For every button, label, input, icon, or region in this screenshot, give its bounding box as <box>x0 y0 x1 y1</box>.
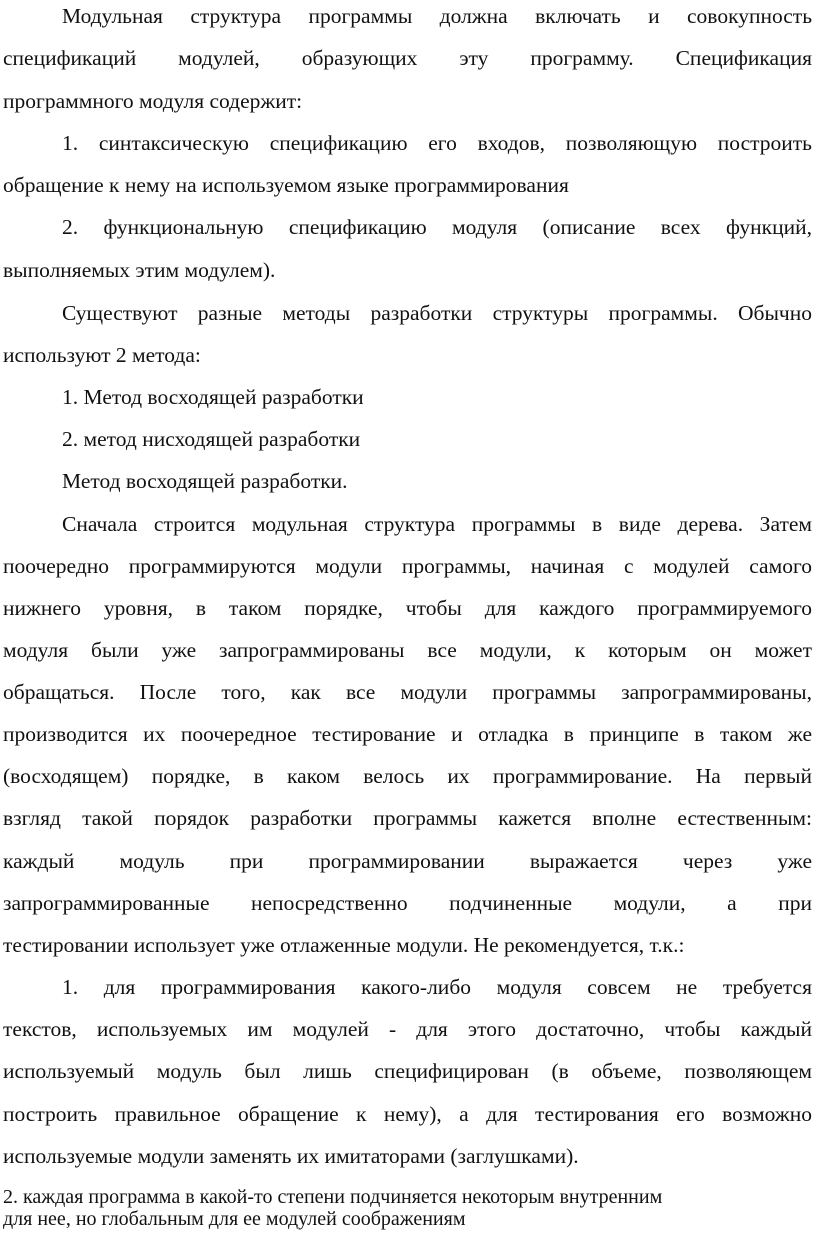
text-line: каждый модуль при программировании выражается через уже <box>3 849 812 873</box>
text-line: запрограммированные непосредственно подчиненные модули, а при <box>3 891 812 915</box>
text-line: производится их поочередное тестирование и отладка в принципе в таком же <box>3 722 812 746</box>
section-heading: Метод восходящей разработки. <box>62 469 348 493</box>
text-line: обращение к нему на используемом языке программирования <box>3 173 569 197</box>
text-line: для нее, но глобальным для ее модулей соображениям <box>3 1208 466 1230</box>
text-line: Существуют разные методы разработки структуры программы. Обычно <box>62 301 812 325</box>
text-line: 2. каждая программа в какой-то степени подчиняется некоторым внутренним <box>3 1186 663 1208</box>
text-line: 2. функциональную спецификацию модуля (описание всех функций, <box>62 215 812 239</box>
text-line: построить правильное обращение к нему), а для тестирования его возможно <box>3 1102 812 1126</box>
text-line: 1. синтаксическую спецификацию его входов, позволяющую построить <box>62 131 812 155</box>
text-line: нижнего уровня, в таком порядке, чтобы для каждого программируемого <box>3 596 812 620</box>
text-line: модуля были уже запрограммированы все модули, к которым он может <box>3 638 812 662</box>
text-line: тестировании использует уже отлаженные модули. Не рекомендуется, т.к.: <box>3 933 685 957</box>
text-line: взгляд такой порядок разработки программы кажется вполне естественным: <box>3 806 812 830</box>
text-line: используют 2 метода: <box>3 343 201 367</box>
text-line: Модульная структура программы должна включать и совокупность <box>62 4 812 28</box>
text-line: Сначала строится модульная структура программы в виде дерева. Затем <box>62 512 812 536</box>
text-line: (восходящем) порядке, в каком велось их программирование. На первый <box>3 764 812 788</box>
text-line: используемые модули заменять их имитаторами (заглушками). <box>3 1144 579 1168</box>
text-line: 2. метод нисходящей разработки <box>62 427 361 451</box>
text-line: текстов, используемых им модулей - для этого достаточно, чтобы каждый <box>3 1017 812 1041</box>
text-line: обращаться. После того, как все модули программы запрограммированы, <box>3 680 812 704</box>
text-line: 1. для программирования какого-либо модуля совсем не требуется <box>62 975 812 999</box>
text-line: спецификаций модулей, образующих эту программу. Спецификация <box>3 46 812 70</box>
text-line: программного модуля содержит: <box>3 89 303 113</box>
text-line: используемый модуль был лишь специфицирован (в объеме, позволяющем <box>3 1059 812 1083</box>
text-line: выполняемых этим модулем). <box>3 258 276 282</box>
text-line: 1. Метод восходящей разработки <box>62 385 364 409</box>
text-line: поочередно программируются модули программы, начиная с модулей самого <box>3 554 812 578</box>
